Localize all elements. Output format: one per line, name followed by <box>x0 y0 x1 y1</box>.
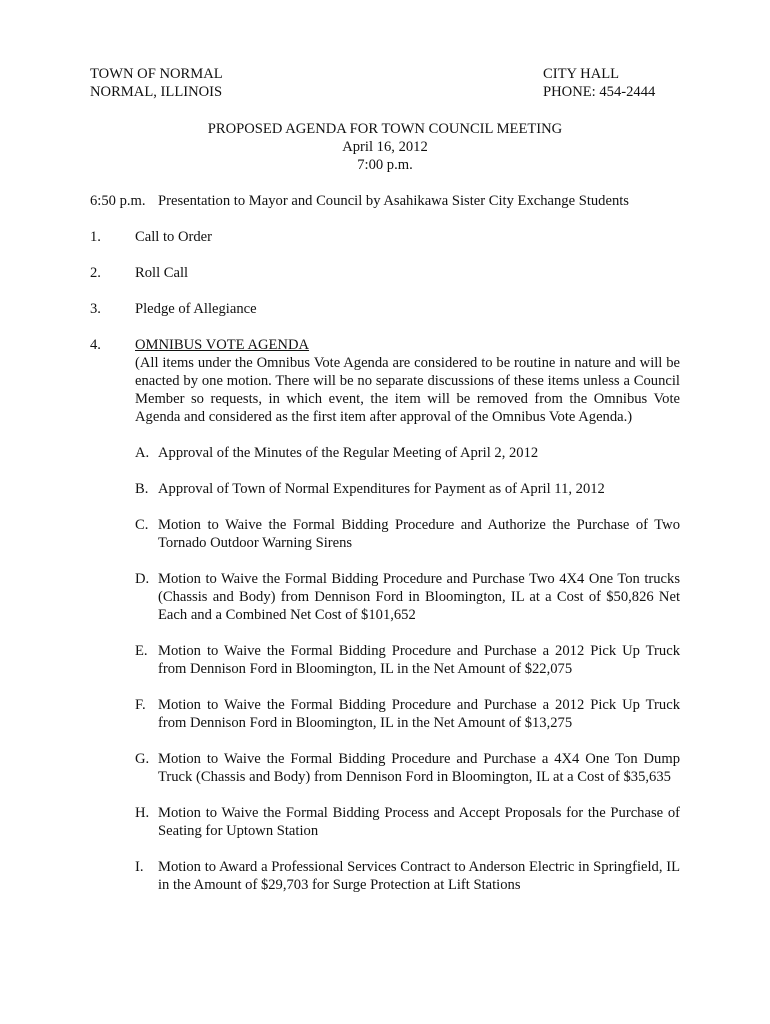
agenda-item-1 <box>90 228 212 246</box>
item-text: Pledge of Allegiance <box>135 301 257 317</box>
subitem-letter: E. <box>135 643 148 659</box>
agenda-title-block <box>0 120 770 174</box>
header-right <box>543 65 655 101</box>
omnibus-item-g <box>135 750 680 786</box>
omnibus-item-d <box>135 570 680 624</box>
subitem-letter: A. <box>135 445 150 461</box>
agenda-title: PROPOSED AGENDA FOR TOWN COUNCIL MEETING <box>207 121 563 137</box>
presentation-time: 6:50 p.m. <box>90 193 146 209</box>
agenda-item-2 <box>90 264 188 282</box>
agenda-item-3 <box>90 300 257 318</box>
subitem-letter: D. <box>135 571 150 587</box>
subitem-text: Motion to Waive the Formal Bidding Procedure and Purchase a 2012 Pick Up Truck from Dennison Ford in Bloomington, IL in the Net Amount of $13,275 <box>158 697 680 731</box>
town-location: NORMAL, ILLINOIS <box>90 84 223 100</box>
subitem-letter: H. <box>135 805 150 821</box>
subitem-letter: B. <box>135 481 149 497</box>
omnibus-description <box>135 354 680 426</box>
town-name: TOWN OF NORMAL <box>90 66 223 82</box>
subitem-text: Motion to Waive the Formal Bidding Procedure and Purchase Two 4X4 One Ton trucks (Chassis and Body) from Dennison Ford in Bloomington, IL at a Cost of $50,826 Net Each and a Combined Net Cost of $101,652 <box>158 571 680 623</box>
city-hall-label: CITY HALL <box>543 66 620 82</box>
omnibus-item-h <box>135 804 680 840</box>
subitem-text: Motion to Award a Professional Services Contract to Anderson Electric in Springfield, IL in the Amount of $29,703 for Surge Protection at Lift Stations <box>158 859 680 893</box>
omnibus-item-f <box>135 696 680 732</box>
omnibus-item-c <box>135 516 680 552</box>
item-number: 4. <box>90 337 101 353</box>
meeting-date: April 16, 2012 <box>342 139 428 155</box>
subitem-text: Motion to Waive the Formal Bidding Procedure and Authorize the Purchase of Two Tornado Outdoor Warning Sirens <box>158 517 680 551</box>
subitem-text: Approval of Town of Normal Expenditures for Payment as of April 11, 2012 <box>158 481 605 497</box>
item-number: 1. <box>90 229 101 245</box>
item-text: Call to Order <box>135 229 213 245</box>
subitem-text: Motion to Waive the Formal Bidding Procedure and Purchase a 4X4 One Ton Dump Truck (Chassis and Body) from Dennison Ford in Bloomington, IL at a Cost of $35,635 <box>158 751 680 785</box>
agenda-item-4 <box>90 336 309 354</box>
omnibus-heading: OMNIBUS VOTE AGENDA <box>135 337 310 353</box>
omnibus-item-a <box>135 444 680 462</box>
subitem-text: Approval of the Minutes of the Regular Meeting of April 2, 2012 <box>158 445 539 461</box>
omnibus-item-e <box>135 642 680 678</box>
omnibus-description-text: (All items under the Omnibus Vote Agenda are considered to be routine in nature and will be enacted by one motion. There will be no separate discussions of these items unless a Council Member so requests, in which event, the item will be removed from the Omnibus Vote Agenda and considered as the first item after approval of the Omnibus Vote Agenda.) <box>135 355 680 425</box>
presentation-item <box>90 192 629 210</box>
subitem-text: Motion to Waive the Formal Bidding Procedure and Purchase a 2012 Pick Up Truck from Dennison Ford in Bloomington, IL in the Net Amount of $22,075 <box>158 643 680 677</box>
item-number: 3. <box>90 301 101 317</box>
subitem-letter: F. <box>135 697 146 713</box>
meeting-time: 7:00 p.m. <box>357 157 413 173</box>
item-number: 2. <box>90 265 101 281</box>
presentation-text: Presentation to Mayor and Council by Asahikawa Sister City Exchange Students <box>158 193 629 209</box>
subitem-letter: G. <box>135 751 150 767</box>
phone-number: PHONE: 454-2444 <box>543 84 656 100</box>
subitem-text: Motion to Waive the Formal Bidding Process and Accept Proposals for the Purchase of Seating for Uptown Station <box>158 805 680 839</box>
omnibus-item-i <box>135 858 680 894</box>
subitem-letter: C. <box>135 517 149 533</box>
subitem-letter: I. <box>135 859 144 875</box>
item-text: Roll Call <box>135 265 189 281</box>
omnibus-item-b <box>135 480 680 498</box>
header-left <box>90 65 223 101</box>
